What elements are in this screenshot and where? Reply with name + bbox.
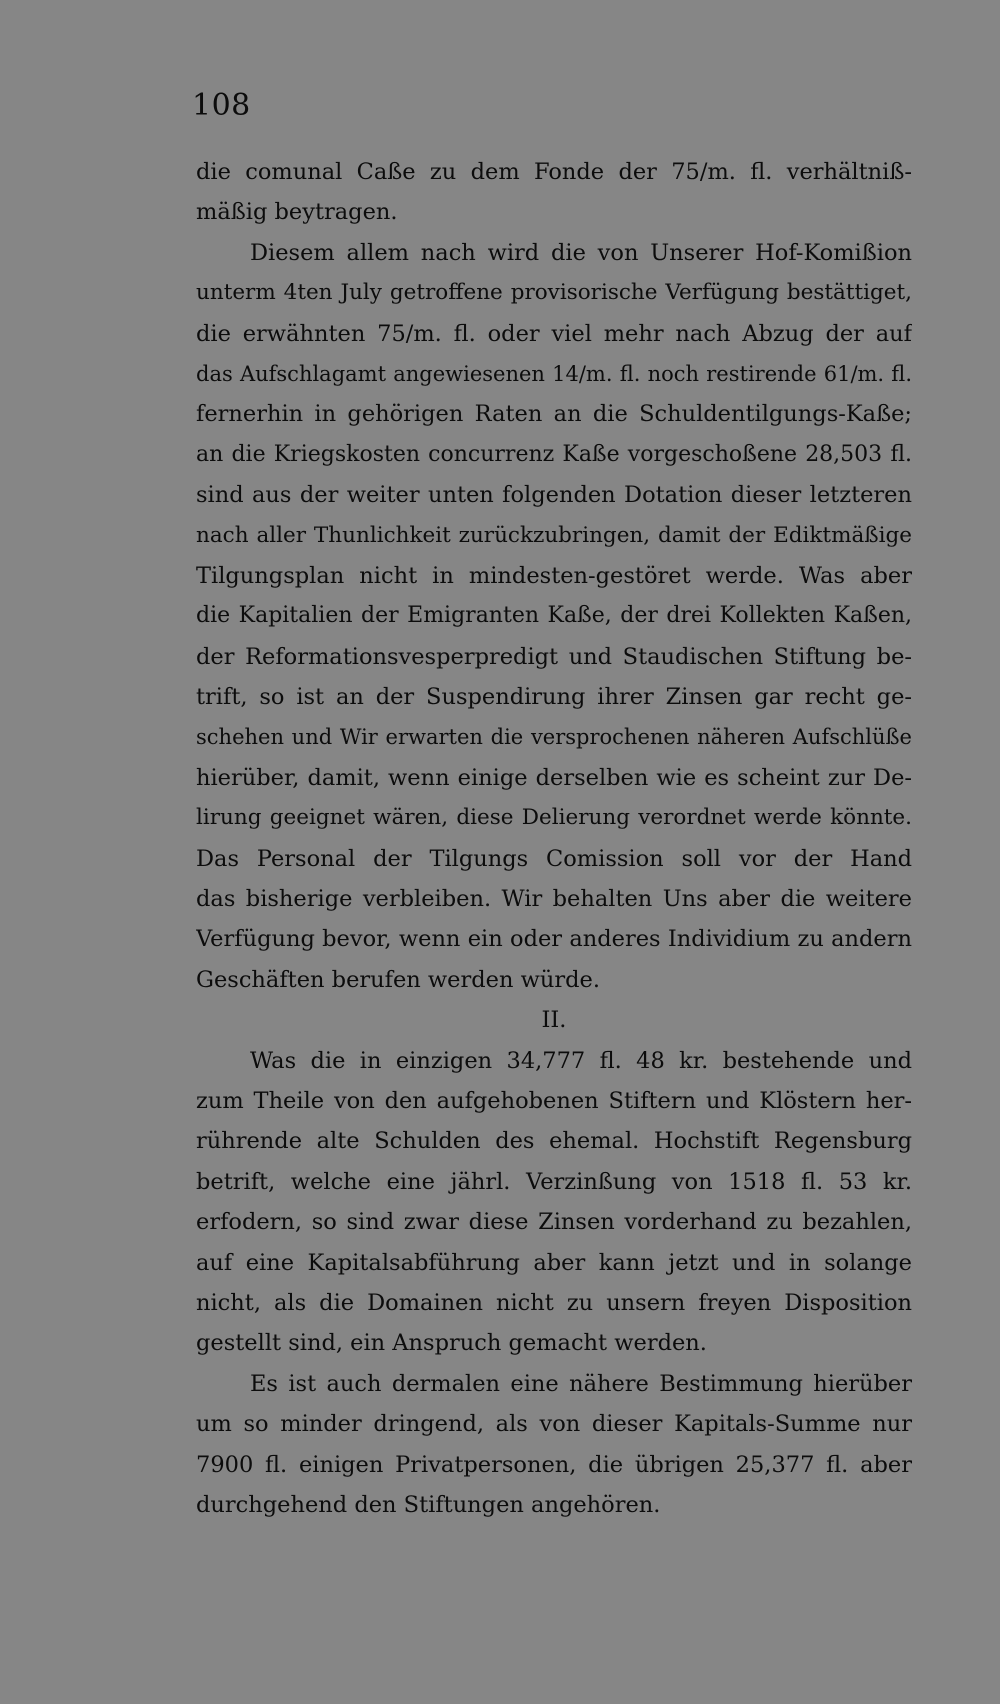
- body-text: [196, 152, 912, 1525]
- text-line: mäßig beytragen.: [196, 199, 398, 226]
- text-line: fernerhin in gehörigen Raten an die Schuldentilgungs-Kaße;: [196, 401, 912, 428]
- section-heading: II.: [541, 1007, 567, 1034]
- text-line: erfodern, so sind zwar diese Zinsen vorderhand zu bezahlen,: [196, 1209, 912, 1236]
- text-line: zum Theile von den aufgehobenen Stiftern und Klöstern her-: [196, 1087, 912, 1114]
- text-line: nicht, als die Domainen nicht zu unsern freyen Disposition: [196, 1289, 912, 1316]
- text-line: unterm 4ten July getroffene provisorische Verfügung bestättiget,: [196, 280, 912, 306]
- text-line: Was die in einzigen 34,777 fl. 48 kr. bestehende und: [250, 1047, 912, 1074]
- text-line: die Kapitalien der Emigranten Kaße, der drei Kollekten Kaßen,: [196, 603, 912, 629]
- text-line: schehen und Wir erwarten die versprochenen näheren Aufschlüße: [196, 725, 912, 750]
- text-line: Es ist auch dermalen eine nähere Bestimmung hierüber: [250, 1370, 912, 1397]
- text-line: 7900 fl. einigen Privatpersonen, die übrigen 25,377 fl. aber: [196, 1451, 912, 1478]
- text-line: die erwähnten 75/m. fl. oder viel mehr nach Abzug der auf: [196, 320, 912, 347]
- text-line: Diesem allem nach wird die von Unserer Hof-Komißion: [250, 239, 912, 266]
- text-line: nach aller Thunlichkeit zurückzubringen, damit der Ediktmäßige: [196, 522, 912, 548]
- text-line: Tilgungsplan nicht in mindesten-gestöret werde. Was aber: [196, 562, 912, 589]
- page-number: 108: [192, 88, 251, 123]
- text-line: durchgehend den Stiftungen angehören.: [196, 1491, 661, 1518]
- text-line: das Aufschlagamt angewiesenen 14/m. fl. noch restirende 61/m. fl.: [196, 361, 912, 386]
- text-line: sind aus der weiter unten folgenden Dotation dieser letzteren: [196, 482, 912, 509]
- text-line: um so minder dringend, als von dieser Kapitals-Summe nur: [196, 1411, 912, 1438]
- text-line: Das Personal der Tilgungs Comission soll vor der Hand: [196, 845, 912, 872]
- text-line: an die Kriegskosten concurrenz Kaße vorgeschoßene 28,503 fl.: [196, 441, 912, 467]
- text-line: die comunal Caße zu dem Fonde der 75/m. fl. verhältniß-: [196, 159, 912, 185]
- text-line: Verfügung bevor, wenn ein oder anderes Individium zu andern: [196, 926, 912, 953]
- text-line: Geschäften berufen werden würde.: [196, 966, 600, 993]
- text-line: hierüber, damit, wenn einige derselben wie es scheint zur De-: [196, 764, 912, 791]
- text-line: betrift, welche eine jährl. Verzinßung von 1518 fl. 53 kr.: [196, 1168, 912, 1195]
- text-line: lirung geeignet wären, diese Delierung verordnet werde könnte.: [196, 805, 912, 831]
- text-line: rührende alte Schulden des ehemal. Hochstift Regensburg: [196, 1128, 912, 1155]
- text-line: gestellt sind, ein Anspruch gemacht werden.: [196, 1330, 707, 1357]
- text-line: das bisherige verbleiben. Wir behalten Uns aber die weitere: [196, 886, 912, 913]
- text-line: der Reformationsvesperpredigt und Staudischen Stiftung be-: [196, 643, 912, 670]
- text-line: trift, so ist an der Suspendirung ihrer Zinsen gar recht ge-: [196, 684, 912, 711]
- text-line: auf eine Kapitalsabführung aber kann jetzt und in solange: [196, 1249, 912, 1276]
